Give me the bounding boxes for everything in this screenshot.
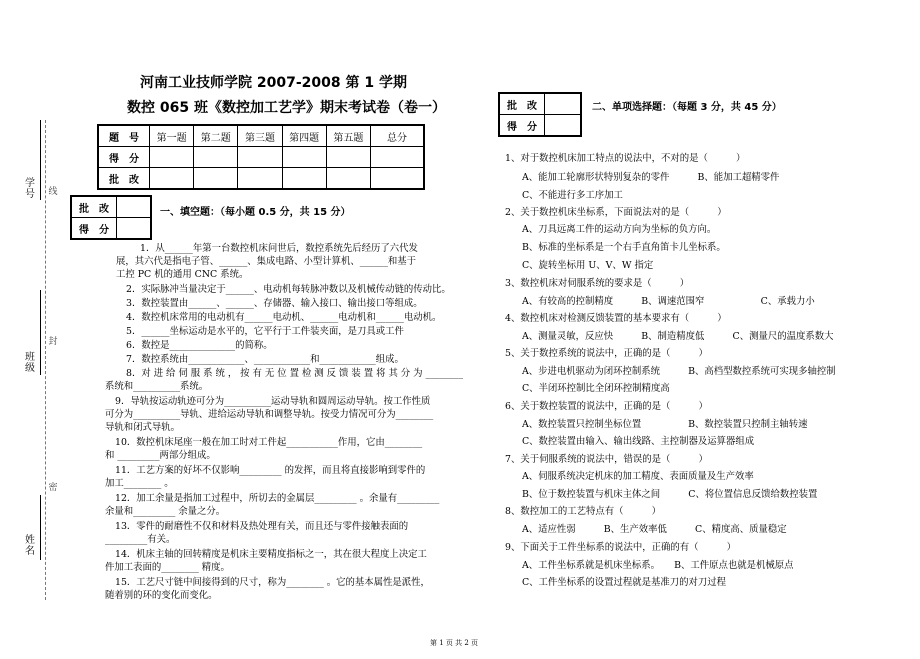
choice-option: A、能加工轮廓形状特别复杂的零件 B、能加工超精零件 xyxy=(522,172,780,183)
name-label: 姓名 xyxy=(25,535,35,557)
page-number: 第 1 页 共 2 页 xyxy=(430,639,479,647)
score-cell[interactable] xyxy=(326,147,370,168)
score-row-label: 得 分 xyxy=(98,147,150,168)
choice-option: A、适应性弱 B、生产效率低 C、精度高、质量稳定 xyxy=(522,524,787,535)
fill-line: 14．机床主轴的回转精度是机床主要精度指标之一，其在很大程度上决定工 xyxy=(115,549,427,560)
student-id-label: 学号 xyxy=(25,178,35,200)
fill-line: 11．工艺方案的好坏不仅影响_________ 的发挥，而且将直接影响到零件的 xyxy=(115,465,426,476)
score-cell[interactable] xyxy=(371,168,425,190)
fill-line: 展，其六代是指电子管、______、集成电路、小型计算机、______和基于 xyxy=(116,256,417,267)
score-cell[interactable] xyxy=(194,147,238,168)
grader-score-label: 得 分 xyxy=(499,115,545,137)
choice-option: A、刀具远离工件的运动方向为坐标的负方向。 xyxy=(522,224,717,235)
grader-check-label: 批 改 xyxy=(499,93,545,115)
choice-option: A、数控装置只控制坐标位置 B、数控装置只控制主轴转速 xyxy=(522,419,808,430)
score-header-cell: 总分 xyxy=(371,125,425,147)
fill-line: 余量和_________ 余量之分。 xyxy=(105,506,226,517)
fill-line: 和 _________两部分组成。 xyxy=(105,450,216,461)
fill-line: 12．加工余量是指加工过程中，所切去的金属层_________ 。余量有_________ xyxy=(115,493,440,504)
choice-option: B、标准的坐标系是一个右手直角笛卡儿坐标系。 xyxy=(522,242,726,253)
choice-question: 7、关于伺服系统的说法中，错误的是（ ） xyxy=(505,454,708,465)
fill-line: 15．工艺尺寸链中间接得到的尺寸，称为________ 。它的基本属性是派性， xyxy=(115,577,430,588)
exam-title-school: 河南工业技师学院 2007-2008 第 1 学期 xyxy=(140,75,407,91)
seal-mark-secret: 密 xyxy=(48,483,58,493)
grader-check-label: 批 改 xyxy=(71,196,117,218)
grader-check-cell[interactable] xyxy=(117,196,152,218)
choice-option: A、工件坐标系就是机床坐标系。 B、工件原点也就是机械原点 xyxy=(522,560,794,571)
choice-option: A、伺服系统决定机床的加工精度、表面质量及生产效率 xyxy=(522,471,754,482)
seal-dashed-line xyxy=(45,120,46,600)
score-header-cell: 题 号 xyxy=(98,125,150,147)
fill-line: _________有关。 xyxy=(105,534,176,545)
choice-option: A、测量灵敏，反应快 B、制造精度低 C、测量尺的温度系数大 xyxy=(522,331,834,342)
choice-question: 6、关于数控装置的说法中，正确的是（ ） xyxy=(505,401,708,412)
fill-line: 加工________ 。 xyxy=(105,478,174,489)
fill-line: 10．数控机床尾座一般在加工时对工件起___________作用，它由________ xyxy=(115,437,423,448)
fill-line: 13．零件的耐磨性不仅和材料及热处理有关，而且还与零件接触表面的 xyxy=(115,521,409,532)
choice-option: A、步进电机驱动为闭环控制系统 B、高档型数控系统可实现多轴控制 xyxy=(522,366,836,377)
score-cell[interactable] xyxy=(371,147,425,168)
fill-line: 导轨和闭式导轨。 xyxy=(105,422,181,433)
fill-line: 8．对 进 给 伺 服 系 统 ， 按 有 无 位 置 检 测 反 馈 装 置 将 其 分 为 ________ xyxy=(126,368,464,379)
choice-question: 5、关于数控系统的说法中，正确的是（ ） xyxy=(505,348,708,359)
score-table-row xyxy=(98,147,424,168)
score-cell[interactable] xyxy=(282,147,326,168)
choice-option: C、数控装置由输入、输出线路、主控制器及运算器组成 xyxy=(522,436,755,447)
grader-check-cell[interactable] xyxy=(545,93,582,115)
name-line xyxy=(40,495,41,560)
score-table-header-row xyxy=(98,125,424,147)
score-header-cell: 第二题 xyxy=(194,125,238,147)
score-row-label: 批 改 xyxy=(98,168,150,190)
section1-grader-box xyxy=(70,195,152,240)
choice-option: C、半闭环控制比全闭环控制精度高 xyxy=(522,383,670,394)
fill-line: 6．数控是______________的简称。 xyxy=(126,340,273,351)
score-cell[interactable] xyxy=(238,147,282,168)
choice-question: 9、下面关于工件坐标系的说法中，正确的有（ ） xyxy=(505,542,736,553)
choice-option: C、工件坐标系的设置过程就是基准刀的对刀过程 xyxy=(522,577,727,588)
fill-line: 随着别的环的变化而变化。 xyxy=(105,590,218,601)
score-cell[interactable] xyxy=(282,168,326,190)
choice-option: B、位于数控装置与机床主体之间 C、将位置信息反馈给数控装置 xyxy=(522,489,818,500)
seal-mark-line: 线 xyxy=(48,187,58,197)
score-cell[interactable] xyxy=(326,168,370,190)
score-cell[interactable] xyxy=(194,168,238,190)
score-cell[interactable] xyxy=(150,168,194,190)
choice-question: 1、对于数控机床加工特点的说法中，不对的是（ ） xyxy=(505,153,746,164)
fill-line: 4．数控机床常用的电动机有______电动机、______电动机和______电动机。 xyxy=(126,312,442,323)
score-table xyxy=(97,124,425,190)
fill-line: 2．实际脉冲当量决定于______、电动机每转脉冲数以及机械传动链的传动比。 xyxy=(126,284,451,295)
choice-question: 4、数控机床对检测反馈装置的基本要求有（ ） xyxy=(505,313,727,324)
section2-grader-box xyxy=(498,92,582,137)
class-line xyxy=(40,290,41,375)
score-header-cell: 第四题 xyxy=(282,125,326,147)
fill-line: 工控 PC 机的通用 CNC 系统。 xyxy=(116,269,249,280)
choice-question: 8、数控加工的工艺特点有（ ） xyxy=(505,506,661,517)
choice-question: 2、关于数控机床坐标系，下面说法对的是（ ） xyxy=(505,207,727,218)
grader-score-cell[interactable] xyxy=(545,115,582,137)
score-table-row xyxy=(98,168,424,190)
choice-option: C、旋转坐标用 U、V、W 指定 xyxy=(522,260,654,271)
student-id-line xyxy=(40,120,41,200)
exam-title-course: 数控 065 班《数控加工艺学》期末考试卷（卷一） xyxy=(127,100,446,116)
score-cell[interactable] xyxy=(150,147,194,168)
class-label: 班级 xyxy=(25,352,35,374)
score-header-cell: 第一题 xyxy=(150,125,194,147)
fill-line: 可分为__________导轨、进给运动导轨和调整导轨。按受力情况可分为________ xyxy=(105,409,434,420)
fill-line: 5．______坐标运动是水平的，它平行于工件装夹面，是刀具或工件 xyxy=(126,326,404,337)
section1-title: 一、填空题：（每小题 0.5 分，共 15 分） xyxy=(160,207,351,218)
section2-title: 二、单项选择题：（每题 3 分，共 45 分） xyxy=(592,102,782,113)
score-header-cell: 第三题 xyxy=(238,125,282,147)
seal-mark-seal: 封 xyxy=(48,337,58,347)
fill-line: 3．数控装置由______、______、存储器、输入接口、输出接口等组成。 xyxy=(126,298,423,309)
choice-question: 3、数控机床对伺服系统的要求是（ ） xyxy=(505,278,690,289)
choice-option: A、有较高的控制精度 B、调速范围窄 C、承载力小 xyxy=(522,296,815,307)
fill-line: 件加工表面的________ 精度。 xyxy=(105,562,230,573)
grader-score-label: 得 分 xyxy=(71,218,117,240)
fill-line: 系统和__________系统。 xyxy=(105,381,209,392)
fill-line: 1．从______年第一台数控机床问世后，数控系统先后经历了六代发 xyxy=(140,243,418,254)
fill-line: 9．导轨按运动轨迹可分为__________运动导轨和圆周运动导轨。按工作性质 xyxy=(115,396,431,407)
score-header-cell: 第五题 xyxy=(326,125,370,147)
choice-option: C、不能进行多工序加工 xyxy=(522,190,623,201)
fill-line: 7．数控系统由____________、____________和____________组成。 xyxy=(126,354,404,365)
score-cell[interactable] xyxy=(238,168,282,190)
grader-score-cell[interactable] xyxy=(117,218,152,240)
